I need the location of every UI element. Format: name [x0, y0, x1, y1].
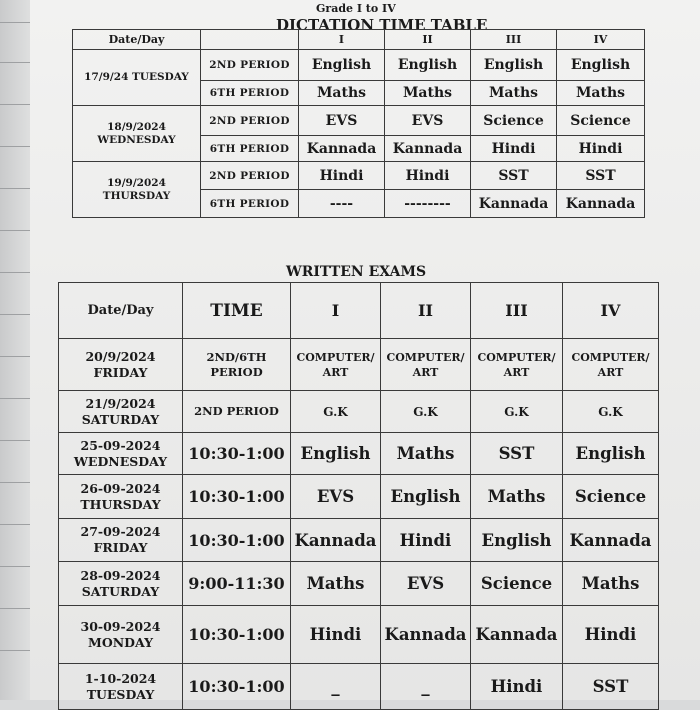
time-cell	[183, 391, 291, 433]
period-cell: 2ND PERIOD	[201, 162, 299, 190]
table-row	[59, 391, 659, 433]
date-cell	[59, 475, 183, 519]
day-text: THURSDAY	[80, 496, 161, 512]
subject-text: COMPUTER/	[386, 350, 465, 364]
subject-text: COMPUTER/	[477, 350, 556, 364]
written-exams-title: WRITTEN EXAMS	[286, 264, 427, 280]
subject-cell: G.K	[471, 391, 563, 433]
subject-cell: Kannada	[471, 190, 557, 218]
period-cell: 6TH PERIOD	[201, 190, 299, 218]
subject-text: ART	[503, 365, 530, 379]
notebook-rule-line	[0, 440, 34, 441]
period-cell: 2ND PERIOD	[201, 50, 299, 81]
notebook-rule-line	[0, 272, 34, 273]
written-exams-table	[58, 282, 659, 710]
column-header: II	[385, 30, 471, 50]
date-text: 17/9/24 TUESDAY	[84, 71, 189, 83]
subject-cell: Kannada	[557, 190, 645, 218]
subject-cell: Hindi	[381, 519, 471, 562]
subject-cell: Maths	[563, 562, 659, 606]
subject-cell: _	[291, 664, 381, 710]
table-row	[59, 339, 659, 391]
date-text: 18/9/2024	[107, 120, 166, 133]
subject-cell: Hindi	[291, 606, 381, 664]
subject-cell	[381, 339, 471, 391]
subject-cell: English	[385, 50, 471, 81]
subject-cell: _	[381, 664, 471, 710]
day-text: WEDNESDAY	[73, 453, 168, 469]
subject-cell: English	[557, 50, 645, 81]
column-header: I	[299, 30, 385, 50]
day-text: SATURDAY	[81, 583, 160, 599]
subject-cell: English	[471, 50, 557, 81]
date-text: 21/9/2024	[85, 395, 156, 411]
subject-cell: Kannada	[471, 606, 563, 664]
date-text: 20/9/2024 FRIDAY	[85, 348, 156, 380]
column-header: IV	[563, 283, 659, 339]
subject-cell: Maths	[471, 81, 557, 106]
subject-text: COMPUTER/	[296, 350, 375, 364]
subject-text: COMPUTER/	[571, 350, 650, 364]
subject-cell: G.K	[381, 391, 471, 433]
notebook-rule-line	[0, 608, 34, 609]
time-text: 2ND PERIOD	[194, 404, 279, 418]
date-text: 30-09-2024	[80, 618, 161, 634]
time-cell: 10:30-1:00	[183, 606, 291, 664]
time-cell: 10:30-1:00	[183, 433, 291, 475]
date-cell	[73, 162, 201, 218]
column-header: Date/Day	[59, 283, 183, 339]
subject-cell: G.K	[291, 391, 381, 433]
table-row	[59, 519, 659, 562]
subject-cell: Science	[563, 475, 659, 519]
time-cell: 10:30-1:00	[183, 475, 291, 519]
subject-cell: Science	[471, 562, 563, 606]
subject-cell: SST	[557, 162, 645, 190]
subject-cell: Science	[471, 106, 557, 136]
day-text: THURSDAY	[102, 189, 171, 202]
notebook-rule-line	[0, 356, 34, 357]
notebook-rule-line	[0, 62, 34, 63]
column-header: I	[291, 283, 381, 339]
date-text: 28-09-2024	[80, 567, 161, 583]
written-header-row	[59, 283, 659, 339]
subject-cell: Kannada	[385, 136, 471, 162]
period-cell: 2ND PERIOD	[201, 106, 299, 136]
day-text: FRIDAY	[93, 540, 148, 555]
table-row	[59, 475, 659, 519]
subject-cell: English	[381, 475, 471, 519]
subject-cell: Kannada	[563, 519, 659, 562]
subject-cell: English	[471, 519, 563, 562]
notebook-rule-line	[0, 22, 34, 23]
subject-cell: Maths	[291, 562, 381, 606]
subject-cell: EVS	[299, 106, 385, 136]
subject-cell: English	[299, 50, 385, 81]
subject-cell: Maths	[557, 81, 645, 106]
subject-cell: Hindi	[471, 664, 563, 710]
subject-cell: Kannada	[381, 606, 471, 664]
date-text: 25-09-2024	[80, 437, 161, 453]
notebook-rule-line	[0, 188, 34, 189]
date-cell	[73, 50, 201, 106]
subject-text: ART	[597, 365, 624, 379]
subject-cell: Kannada	[299, 136, 385, 162]
notebook-rule-line	[0, 650, 34, 651]
subject-cell: Maths	[471, 475, 563, 519]
day-text: SATURDAY	[81, 411, 160, 427]
notebook-rule-line	[0, 104, 34, 105]
subject-cell: EVS	[381, 562, 471, 606]
subject-cell: ----	[299, 190, 385, 218]
table-row	[73, 162, 645, 190]
subject-cell: G.K	[563, 391, 659, 433]
table-row	[59, 433, 659, 475]
period-cell: 6TH PERIOD	[201, 136, 299, 162]
dictation-title: DICTATION TIME TABLE	[276, 16, 488, 34]
date-cell	[59, 433, 183, 475]
time-cell	[183, 339, 291, 391]
notebook-rule-line	[0, 314, 34, 315]
table-row	[59, 664, 659, 710]
notebook-rule-line	[0, 524, 34, 525]
date-text: 27-09-2024	[80, 524, 161, 539]
time-cell: 9:00-11:30	[183, 562, 291, 606]
subject-cell: SST	[471, 162, 557, 190]
subject-cell: Hindi	[385, 162, 471, 190]
subject-cell: SST	[563, 664, 659, 710]
table-row	[73, 50, 645, 81]
subject-cell: Science	[557, 106, 645, 136]
subject-cell	[471, 339, 563, 391]
date-cell	[59, 606, 183, 664]
subject-cell: EVS	[291, 475, 381, 519]
date-text: 19/9/2024	[107, 176, 166, 189]
column-header: Date/Day	[73, 30, 201, 50]
time-text: PERIOD	[210, 364, 263, 379]
time-text: 2ND/6TH	[206, 349, 267, 364]
subject-cell: Hindi	[471, 136, 557, 162]
date-cell	[73, 106, 201, 162]
subject-text: ART	[322, 365, 349, 379]
subject-cell: --------	[385, 190, 471, 218]
subject-cell	[563, 339, 659, 391]
table-row	[59, 562, 659, 606]
date-text: 1-10-2024	[84, 670, 157, 686]
grade-heading: Grade I to IV	[316, 2, 396, 15]
column-header: IV	[557, 30, 645, 50]
column-header: TIME	[183, 283, 291, 339]
subject-cell: Hindi	[299, 162, 385, 190]
notebook-rule-line	[0, 230, 34, 231]
date-cell	[59, 391, 183, 433]
subject-cell: English	[563, 433, 659, 475]
notebook-rule-line	[0, 146, 34, 147]
subject-cell: Maths	[381, 433, 471, 475]
dictation-header-row	[73, 30, 645, 50]
subject-cell: Kannada	[291, 519, 381, 562]
date-cell	[59, 339, 183, 391]
notebook-rule-line	[0, 398, 34, 399]
column-header: III	[471, 283, 563, 339]
column-header: III	[471, 30, 557, 50]
day-text: TUESDAY	[86, 686, 155, 702]
notebook-rule-line	[0, 482, 34, 483]
subject-cell: Maths	[299, 81, 385, 106]
dictation-table	[72, 29, 645, 218]
day-text: WEDNESDAY	[97, 133, 176, 146]
subject-cell: Hindi	[563, 606, 659, 664]
date-cell	[59, 562, 183, 606]
time-cell: 10:30-1:00	[183, 519, 291, 562]
subject-cell	[291, 339, 381, 391]
subject-text: ART	[412, 365, 439, 379]
day-text: MONDAY	[88, 634, 153, 650]
subject-cell: SST	[471, 433, 563, 475]
column-header	[201, 30, 299, 50]
date-cell	[59, 664, 183, 710]
table-row	[73, 106, 645, 136]
table-row	[59, 606, 659, 664]
date-text: 26-09-2024	[80, 480, 161, 496]
date-cell	[59, 519, 183, 562]
subject-cell: EVS	[385, 106, 471, 136]
subject-cell: English	[291, 433, 381, 475]
period-cell: 6TH PERIOD	[201, 81, 299, 106]
time-cell: 10:30-1:00	[183, 664, 291, 710]
column-header: II	[381, 283, 471, 339]
subject-cell: Maths	[385, 81, 471, 106]
notebook-rule-line	[0, 566, 34, 567]
subject-cell: Hindi	[557, 136, 645, 162]
